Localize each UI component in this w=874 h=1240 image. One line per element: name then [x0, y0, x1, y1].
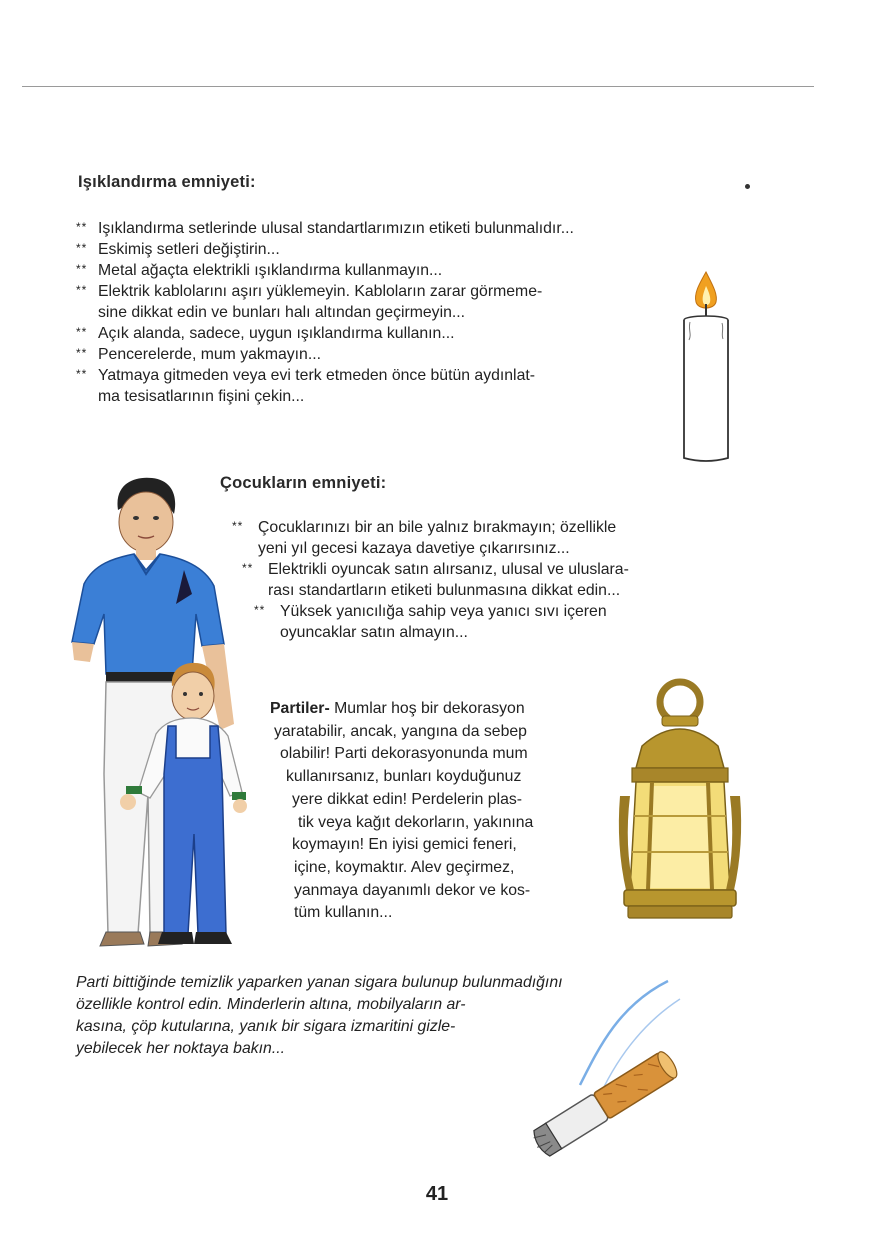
children-safety-list — [232, 517, 736, 643]
list-item — [76, 365, 676, 407]
paragraph-line-text: olabilir! Parti dekorasyonunda mum — [280, 745, 528, 763]
closing-line: kasına, çöp kutularına, yanık bir sigara izmaritini gizle- — [76, 1018, 456, 1035]
bullet-marker: ** — [76, 283, 88, 297]
paragraph-line-text: Mumlar hoş bir dekorasyon — [329, 700, 525, 717]
paragraph-line — [270, 721, 610, 744]
closing-line: Parti bittiğinde temizlik yaparken yanan sigara bulunup bulunmadığını — [76, 974, 563, 991]
list-item-text: Elektrik kablolarını aşırı yüklemeyin. Kabloların zarar görmeme- — [98, 283, 543, 300]
parties-paragraph — [270, 698, 610, 925]
paragraph-line-text: tüm kullanın... — [294, 904, 393, 922]
paragraph-line-text: kullanırsanız, bunları koyduğunuz — [286, 768, 522, 786]
ship-lantern-icon — [612, 676, 748, 938]
paragraph-line — [270, 698, 610, 721]
paragraph-line — [270, 743, 610, 766]
page-number: 41 — [425, 1183, 449, 1205]
list-item-text: Yatmaya gitmeden veya evi terk etmeden önce bütün aydınlat- — [98, 367, 536, 384]
paragraph-line — [270, 880, 610, 903]
bullet-marker: ** — [76, 220, 88, 234]
bullet-marker: ** — [242, 561, 254, 575]
list-item — [242, 559, 736, 601]
paragraph-line-text: tik veya kağıt dekorların, yakınına — [298, 813, 534, 831]
bullet-marker: ** — [76, 262, 88, 276]
paragraph-line — [270, 902, 610, 925]
candle-icon — [676, 268, 736, 468]
list-item-text: Metal ağaçta elektrikli ışıklandırma kullanmayın... — [98, 262, 443, 279]
list-item — [76, 323, 676, 344]
list-item-text: sine dikkat edin ve bunları halı altından geçirmeyin... — [98, 304, 466, 321]
stray-mark — [745, 184, 750, 189]
section-title-lighting: Işıklandırma emniyeti: — [78, 173, 256, 191]
list-item-text: Çocuklarınızı bir an bile yalnız bırakmayın; özellikle — [258, 519, 617, 536]
paragraph-line-text: yaratabilir, ancak, yangına da sebep — [274, 722, 527, 740]
bullet-marker: ** — [232, 519, 244, 533]
parties-label: Partiler- — [270, 700, 330, 717]
list-item — [232, 517, 736, 559]
list-item-text: Yüksek yanıcılığa sahip veya yanıcı sıvı içeren — [280, 603, 607, 620]
paragraph-line — [270, 857, 610, 880]
cigarette-icon — [520, 975, 710, 1175]
section-title-children: Çocukların emniyeti: — [220, 474, 387, 492]
bullet-marker: ** — [254, 603, 266, 617]
bullet-marker: ** — [76, 241, 88, 255]
paragraph-line-text: yanmaya dayanımlı dekor ve kos- — [294, 881, 531, 899]
list-item-text: oyuncaklar satın almayın... — [280, 624, 468, 641]
list-item — [76, 281, 676, 323]
list-item — [76, 260, 676, 281]
paragraph-line — [270, 834, 610, 857]
list-item-text: Elektrikli oyuncak satın alırsanız, ulusal ve uluslara- — [268, 561, 629, 578]
paragraph-line-text: yere dikkat edin! Perdelerin plas- — [292, 790, 523, 808]
list-item-text: Pencerelerde, mum yakmayın... — [98, 346, 321, 363]
list-item — [76, 239, 676, 260]
list-item-text: rası standartların etiketi bulunmasına dikkat edin... — [268, 582, 621, 599]
bullet-marker: ** — [76, 346, 88, 360]
header-rule — [22, 86, 814, 87]
list-item-text: Eskimiş setleri değiştirin... — [98, 241, 280, 258]
bullet-marker: ** — [76, 367, 88, 381]
list-item-text: ma tesisatlarının fişini çekin... — [98, 388, 305, 405]
list-item — [76, 218, 676, 239]
list-item — [254, 601, 736, 643]
paragraph-line-text: koymayın! En iyisi gemici feneri, — [292, 836, 517, 854]
bullet-marker: ** — [76, 325, 88, 339]
closing-line: özellikle kontrol edin. Minderlerin altına, mobilyaların ar- — [76, 996, 466, 1013]
closing-line: yebilecek her noktaya bakın... — [76, 1040, 285, 1057]
paragraph-line — [270, 766, 610, 789]
lighting-safety-list — [76, 218, 676, 407]
list-item-text: yeni yıl gecesi kazaya davetiye çıkarırsınız... — [258, 540, 570, 557]
paragraph-line — [270, 789, 610, 812]
list-item — [76, 344, 676, 365]
paragraph-line-text: içine, koymaktır. Alev geçirmez, — [294, 858, 515, 876]
list-item-text: Işıklandırma setlerinde ulusal standartlarımızın etiketi bulunmalıdır... — [98, 220, 574, 237]
paragraph-line — [270, 812, 610, 835]
list-item-text: Açık alanda, sadece, uygun ışıklandırma kullanın... — [98, 325, 455, 342]
